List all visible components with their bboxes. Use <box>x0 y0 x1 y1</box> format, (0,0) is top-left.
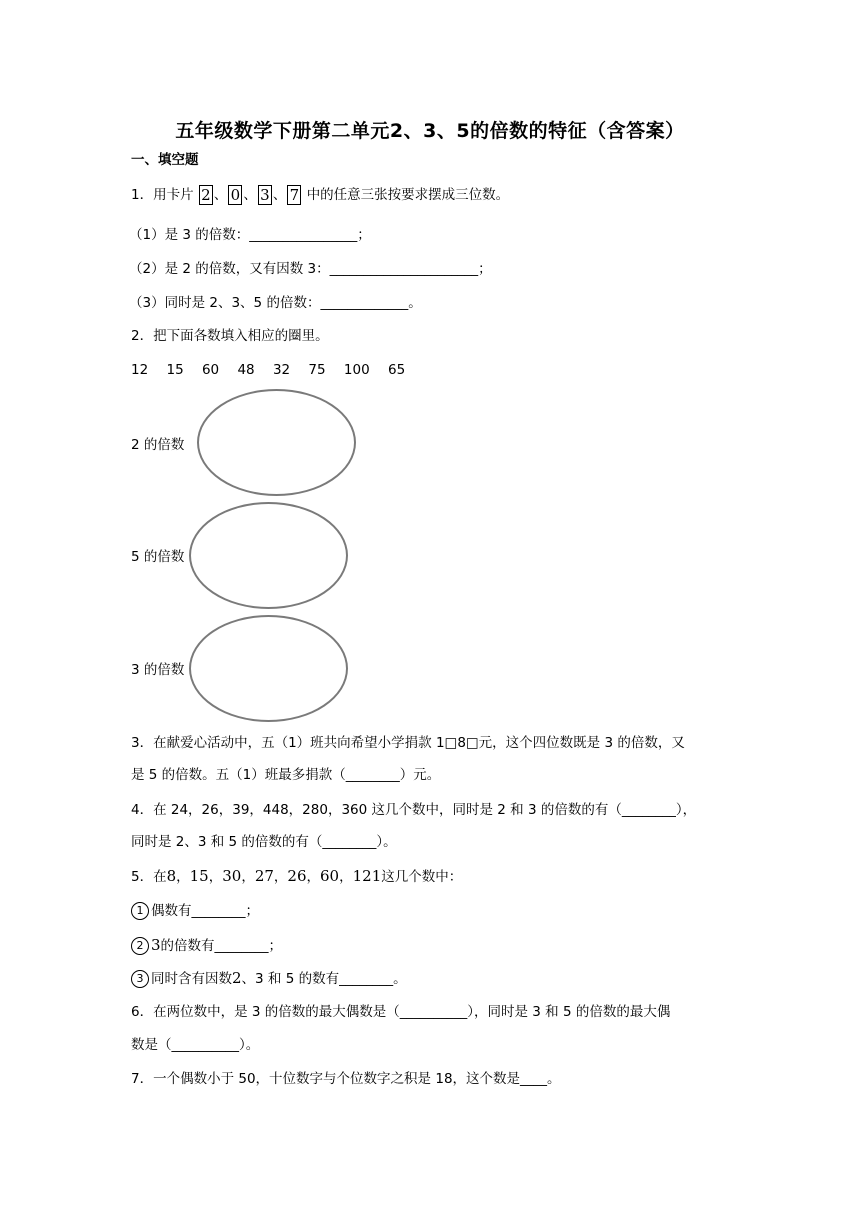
q5-sub-3-text-b: 、3 和 5 的数有________。 <box>241 971 407 987</box>
q2-number: 60 <box>201 362 220 378</box>
q5-sub-3-number: 2 <box>232 969 242 987</box>
q2-number-list <box>131 360 419 380</box>
circle-multiples-of-5[interactable] <box>189 502 348 609</box>
q1-sep: 、 <box>213 187 228 203</box>
q1-suffix: 中的任意三张按要求摆成三位数。 <box>306 187 510 203</box>
q5-sub-3 <box>131 968 407 989</box>
q5-prefix: 5．在 <box>131 869 167 885</box>
circled-number-2: 2 <box>131 937 149 955</box>
q5-sub-3-text-a: 同时含有因数 <box>151 971 232 987</box>
section-heading: 一、填空题 <box>131 152 199 168</box>
q2-number: 48 <box>237 362 255 378</box>
q5-number: 8 <box>166 867 177 885</box>
q1-sep: 、 <box>243 187 257 203</box>
question-4-line-1: 4．在 24，26，39，448，280，360 这几个数中，同时是 2 和 3 的倍数的有（________）， <box>131 802 697 818</box>
circled-number-3: 3 <box>131 970 149 988</box>
q5-suffix: 这几个数中： <box>381 869 463 885</box>
question-3-line-1: 3．在献爱心活动中，五（1）班共向希望小学捐款 1□8□元，这个四位数既是 3 的倍数，又 <box>131 735 685 751</box>
q1-sub-3: （3）同时是 2、3、5 的倍数：_____________。 <box>129 295 422 311</box>
q5-number: 60 <box>320 867 340 885</box>
q5-number: 27 <box>254 867 274 885</box>
q1-sep: 、 <box>272 187 287 203</box>
question-2: 2．把下面各数填入相应的圈里。 <box>131 328 329 344</box>
q5-number: 15 <box>189 867 209 885</box>
q5-sub-2 <box>131 935 282 956</box>
card-3: 3 <box>258 185 272 205</box>
q5-number: 30 <box>222 867 242 885</box>
q2-number: 75 <box>308 362 326 378</box>
q1-prefix: 1．用卡片 <box>131 187 194 203</box>
question-7: 7．一个偶数小于 50，十位数字与个位数字之积是 18，这个数是____。 <box>131 1071 561 1087</box>
q5-sub-2-number: 3 <box>151 936 161 954</box>
q5-sub-1 <box>131 901 259 921</box>
label-multiples-of-3: 3 的倍数 <box>131 662 185 678</box>
q5-sub-2-text: 的倍数有________； <box>160 938 283 954</box>
question-6-line-1: 6．在两位数中，是 3 的倍数的最大偶数是（__________），同时是 3 和 5 的倍数的最大偶 <box>131 1004 671 1020</box>
card-7: 7 <box>287 185 301 205</box>
question-5: 5．在8，15，30，27，26，60，121这几个数中： <box>131 867 463 885</box>
circle-multiples-of-2[interactable] <box>197 389 356 496</box>
q2-number: 100 <box>343 362 370 378</box>
page-title: 五年级数学下册第二单元2、3、5的倍数的特征（含答案） <box>175 120 685 142</box>
card-2: 2 <box>199 185 213 205</box>
question-1 <box>131 185 509 205</box>
label-multiples-of-5: 5 的倍数 <box>131 549 185 565</box>
q1-sub-2: （2）是 2 的倍数，又有因数 3：______________________； <box>129 261 492 277</box>
q2-number: 65 <box>387 362 406 378</box>
q2-number: 15 <box>166 362 184 378</box>
circled-number-1: 1 <box>131 902 149 920</box>
question-4-line-2: 同时是 2、3 和 5 的倍数的有（________）。 <box>131 834 397 850</box>
label-multiples-of-2: 2 的倍数 <box>131 437 185 453</box>
q1-sub-1: （1）是 3 的倍数：________________； <box>129 227 371 243</box>
q5-number: 121 <box>352 867 382 885</box>
question-6-line-2: 数是（__________）。 <box>131 1037 260 1053</box>
q5-number: 26 <box>287 867 307 885</box>
q2-number: 32 <box>272 362 291 378</box>
q5-sub-1-text: 偶数有________； <box>151 903 259 919</box>
q2-number: 12 <box>131 362 149 378</box>
circle-multiples-of-3[interactable] <box>189 615 348 722</box>
card-0: 0 <box>228 185 242 205</box>
question-3-line-2: 是 5 的倍数。五（1）班最多捐款（________）元。 <box>131 767 441 783</box>
